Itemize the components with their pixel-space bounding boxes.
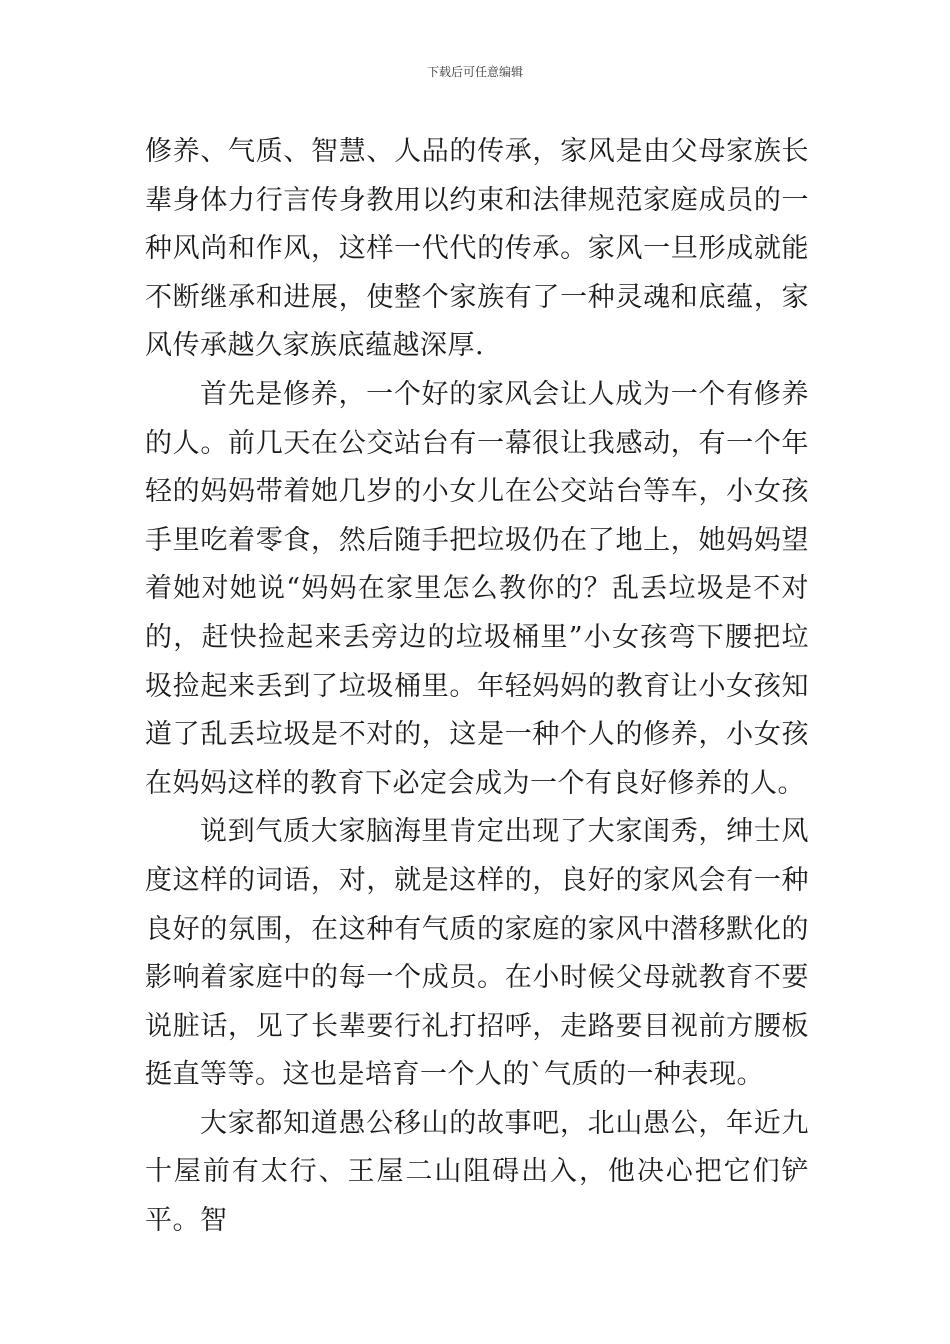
paragraph-3: 说到气质大家脑海里肯定出现了大家闺秀，绅士风度这样的词语，对，就是这样的，良好的家风会有一种良好的氛围，在这种有气质的家庭的家风中潜移默化的影响着家庭中的每一个成员。在小时候父母就教育不要说脏话，见了长辈要行礼打招呼，走路要目视前方腰板挺直等等。这也是培育一个人的`气质的一种表现。 xyxy=(145,816,809,1091)
paragraph-1: 修养、气质、智慧、人品的传承，家风是由父母家族长辈身体力行言传身教用以约束和法律规范家庭成员的一种风尚和作风，这样一代代的传承。家风一旦形成就能不断继承和进展，使整个家族有了一种灵魂和底蕴，家风传承越久家族底蕴越深厚. xyxy=(145,136,809,362)
document-body xyxy=(145,128,809,1246)
paragraph-4: 大家都知道愚公移山的故事吧，北山愚公，年近九十屋前有太行、王屋二山阻碍出入，他决心把它们铲平。智 xyxy=(145,1107,809,1237)
paragraph-2: 首先是修养，一个好的家风会让人成为一个有修养的人。前几天在公交站台有一幕很让我感动，有一个年轻的妈妈带着她几岁的小女儿在公交站台等车，小女孩手里吃着零食，然后随手把垃圾仍在了地上，她妈妈望着她对她说“妈妈在家里怎么教你的？乱丢垃圾是不对的，赶快捡起来丢旁边的垃圾桶里”小女孩弯下腰把垃圾捡起来丢到了垃圾桶里。年轻妈妈的教育让小女孩知道了乱丢垃圾是不对的，这是一种个人的修养，小女孩在妈妈这样的教育下必定会成为一个有良好修养的人。 xyxy=(145,378,809,799)
page-header: 下载后可任意编辑 xyxy=(426,65,523,79)
